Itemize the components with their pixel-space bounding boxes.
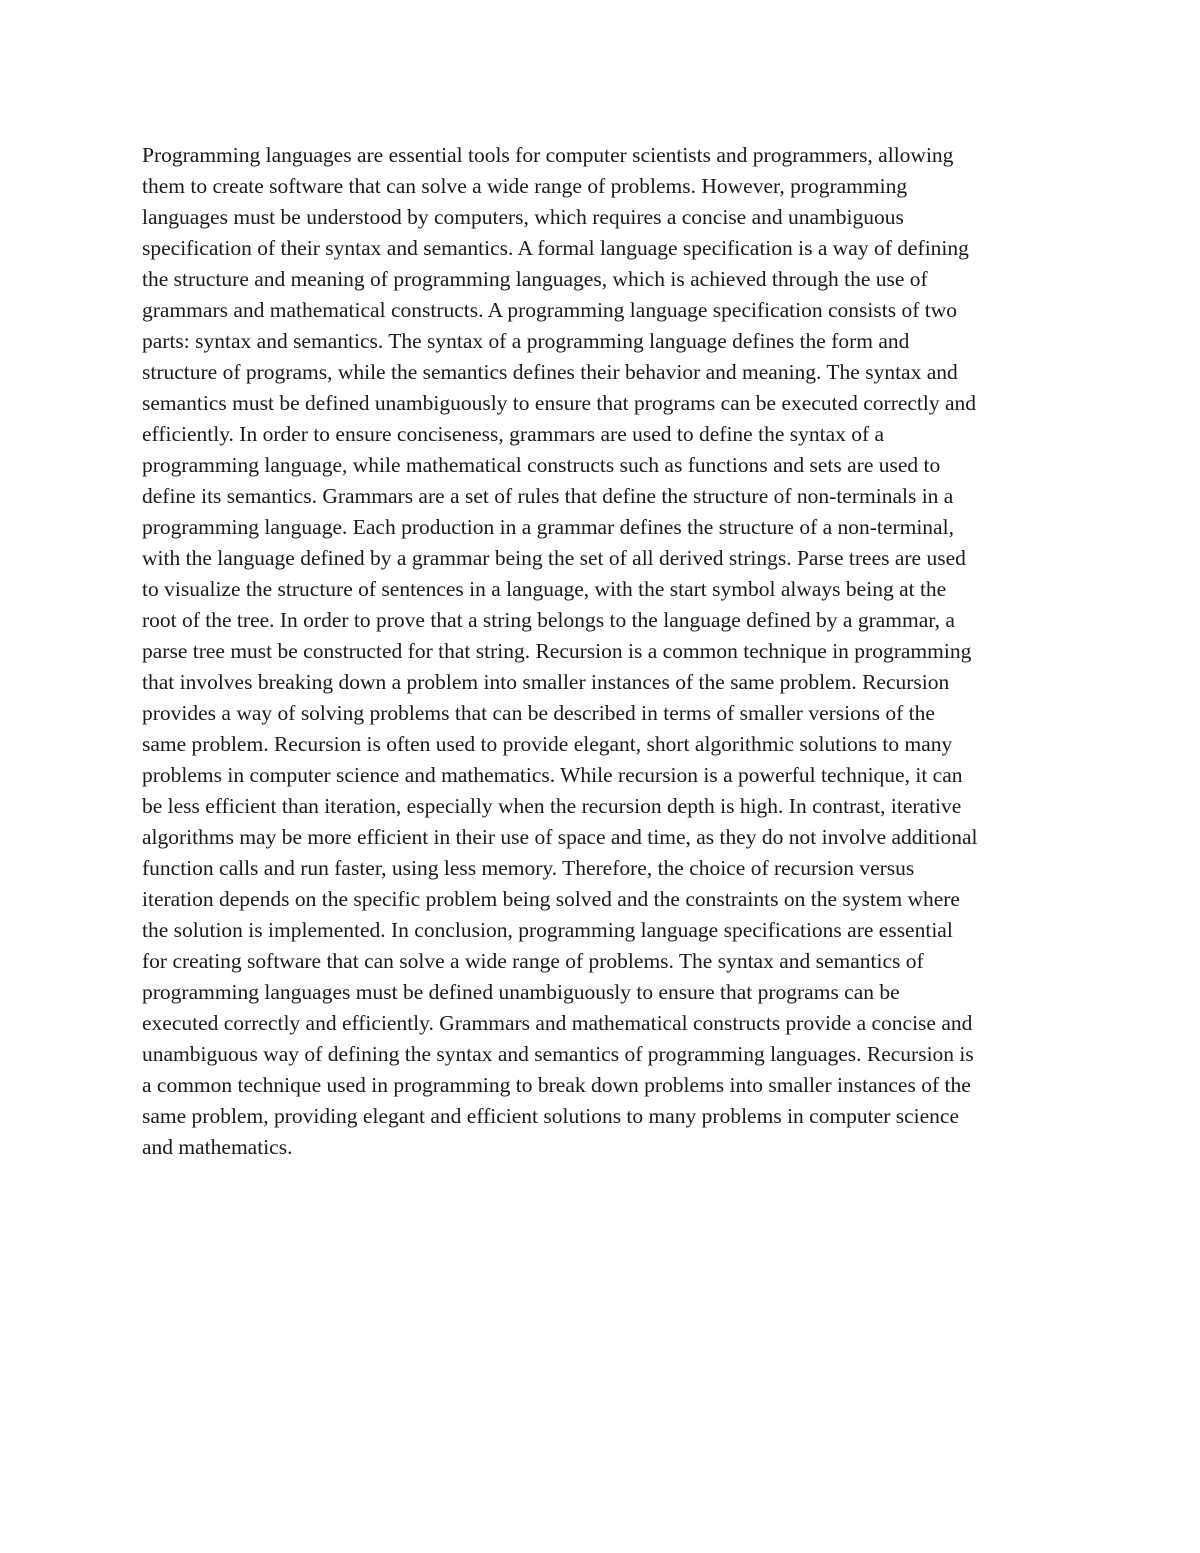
text-line: for creating software that can solve a wide range of problems. The syntax and semantics of (142, 949, 924, 973)
text-line: efficiently. In order to ensure conciseness, grammars are used to define the syntax of a (142, 422, 885, 446)
text-line: and mathematics. (142, 1135, 293, 1159)
text-line: problems in computer science and mathematics. While recursion is a powerful technique, it can (142, 763, 963, 787)
text-line: programming languages must be defined unambiguously to ensure that programs can be (142, 980, 900, 1004)
text-line: parts: syntax and semantics. The syntax of a programming language defines the form and (142, 329, 910, 353)
text-line: that involves breaking down a problem into smaller instances of the same problem. Recursion (142, 670, 950, 694)
body-paragraph (142, 140, 1072, 1163)
text-line: semantics must be defined unambiguously to ensure that programs can be executed correctly and (142, 391, 977, 415)
text-line: executed correctly and efficiently. Grammars and mathematical constructs provide a concise and (142, 1011, 973, 1035)
text-line: root of the tree. In order to prove that a string belongs to the language defined by a grammar, a (142, 608, 955, 632)
text-line: algorithms may be more efficient in their use of space and time, as they do not involve additional (142, 825, 978, 849)
text-line: unambiguous way of defining the syntax and semantics of programming languages. Recursion is (142, 1042, 974, 1066)
text-line: be less efficient than iteration, especially when the recursion depth is high. In contrast, iterative (142, 794, 962, 818)
text-line: provides a way of solving problems that can be described in terms of smaller versions of the (142, 701, 935, 725)
text-line: the solution is implemented. In conclusion, programming language specifications are essential (142, 918, 953, 942)
text-line: them to create software that can solve a wide range of problems. However, programming (142, 174, 908, 198)
text-line: programming language. Each production in a grammar defines the structure of a non-terminal, (142, 515, 954, 539)
text-line: Programming languages are essential tools for computer scientists and programmers, allowing (142, 143, 954, 167)
text-line: same problem. Recursion is often used to provide elegant, short algorithmic solutions to many (142, 732, 953, 756)
text-line: function calls and run faster, using less memory. Therefore, the choice of recursion versus (142, 856, 915, 880)
text-line: to visualize the structure of sentences in a language, with the start symbol always being at the (142, 577, 947, 601)
text-line: the structure and meaning of programming languages, which is achieved through the use of (142, 267, 928, 291)
text-line: specification of their syntax and semantics. A formal language specification is a way of defining (142, 236, 969, 260)
text-line: a common technique used in programming to break down problems into smaller instances of the (142, 1073, 971, 1097)
text-line: parse tree must be constructed for that string. Recursion is a common technique in programming (142, 639, 972, 663)
text-line: define its semantics. Grammars are a set of rules that define the structure of non-terminals in a (142, 484, 954, 508)
text-line: with the language defined by a grammar being the set of all derived strings. Parse trees are used (142, 546, 966, 570)
text-line: structure of programs, while the semantics defines their behavior and meaning. The syntax and (142, 360, 958, 384)
text-line: languages must be understood by computers, which requires a concise and unambiguous (142, 205, 904, 229)
text-line: grammars and mathematical constructs. A programming language specification consists of two (142, 298, 957, 322)
text-line: same problem, providing elegant and efficient solutions to many problems in computer science (142, 1104, 959, 1128)
text-line: iteration depends on the specific problem being solved and the constraints on the system where (142, 887, 960, 911)
text-line: programming language, while mathematical constructs such as functions and sets are used to (142, 453, 941, 477)
